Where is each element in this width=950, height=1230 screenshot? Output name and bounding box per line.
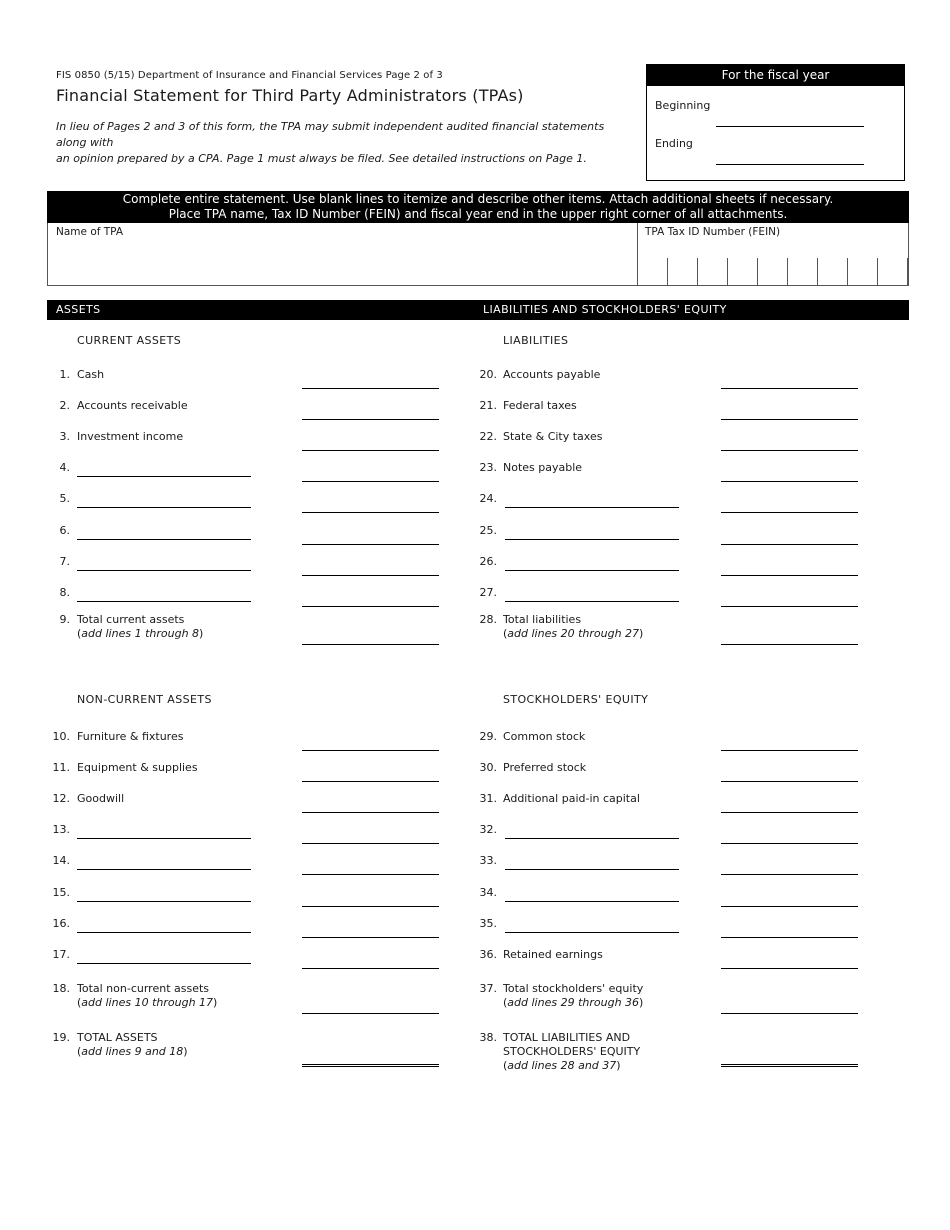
line-label (503, 399, 577, 413)
description-field[interactable] (505, 901, 679, 902)
fein-digit-divider (817, 258, 818, 285)
line-number: 5. (59, 492, 70, 505)
amount-field[interactable] (721, 575, 858, 576)
line-number: 1. (59, 368, 70, 381)
line-label (77, 399, 188, 413)
amount-field[interactable] (721, 644, 858, 645)
fein-label: TPA Tax ID Number (FEIN) (645, 226, 781, 238)
line-label-text: State & City taxes (503, 430, 603, 443)
line-label (503, 948, 603, 962)
description-field[interactable] (77, 869, 251, 870)
line-number: 11. (52, 761, 70, 774)
line-label-text: Notes payable (503, 461, 583, 474)
line-label (503, 982, 643, 1010)
amount-field[interactable] (721, 1013, 858, 1014)
banner-line-1: Complete entire statement. Use blank lines to itemize and describe other items. Attach additional sheets if necessary. (122, 192, 834, 206)
line-label (77, 982, 217, 1010)
liabilities-equity-heading: LIABILITIES AND STOCKHOLDERS' EQUITY (483, 303, 727, 316)
line-number: 38. (479, 1031, 497, 1044)
line-number: 26. (479, 555, 497, 568)
line-label-text: TOTAL ASSETS (77, 1031, 158, 1044)
line-number: 30. (479, 761, 497, 774)
page-title: Financial Statement for Third Party Administrators (TPAs) (56, 86, 524, 105)
tpa-info-box (47, 223, 909, 286)
line-label-text: Furniture & fixtures (77, 730, 184, 743)
description-field[interactable] (77, 507, 251, 508)
line-number: 22. (479, 430, 497, 443)
line-label-text: Accounts payable (503, 368, 601, 381)
fein-digit-divider (697, 258, 698, 285)
line-note: (add lines 1 through 8) (77, 627, 204, 640)
amount-field[interactable] (721, 843, 858, 844)
description-field[interactable] (77, 901, 251, 902)
line-label-text: Common stock (503, 730, 586, 743)
line-label-text: Investment income (77, 430, 184, 443)
description-field[interactable] (77, 963, 251, 964)
fein-digit-divider (877, 258, 878, 285)
line-number: 24. (479, 492, 497, 505)
line-number: 15. (52, 886, 70, 899)
fein-digit-divider (727, 258, 728, 285)
banner-line-2: Place TPA name, Tax ID Number (FEIN) and fiscal year end in the upper right corner of all attachments. (168, 207, 788, 221)
amount-field[interactable] (721, 388, 858, 389)
line-label (77, 1031, 188, 1059)
line-number: 27. (479, 586, 497, 599)
description-field[interactable] (505, 539, 679, 540)
amount-field[interactable] (302, 419, 439, 420)
tpa-divider (637, 223, 638, 285)
amount-field[interactable] (302, 812, 439, 813)
line-label-text: Total liabilities (503, 613, 582, 626)
amount-field[interactable] (302, 606, 439, 607)
amount-field[interactable] (302, 750, 439, 751)
line-number: 8. (59, 586, 70, 599)
fein-digit-divider (667, 258, 668, 285)
line-label-text: TOTAL LIABILITIES AND (503, 1031, 631, 1044)
line-number: 14. (52, 854, 70, 867)
amount-field[interactable] (721, 606, 858, 607)
assets-heading: ASSETS (56, 303, 101, 316)
amount-field[interactable] (302, 1013, 439, 1014)
line-label-text: Equipment & supplies (77, 761, 198, 774)
line-label (77, 368, 104, 382)
amount-field[interactable] (302, 544, 439, 545)
line-note-text: add lines 10 through 17 (81, 996, 214, 1009)
amount-field[interactable] (721, 874, 858, 875)
line-label-text: Retained earnings (503, 948, 603, 961)
line-note: (add lines 29 through 36) (503, 996, 644, 1009)
beginning-field[interactable] (716, 126, 864, 127)
line-label (503, 761, 586, 775)
tpa-name-field[interactable] (56, 245, 626, 281)
line-number: 31. (479, 792, 497, 805)
line-number: 29. (479, 730, 497, 743)
line-number: 36. (479, 948, 497, 961)
amount-field[interactable] (302, 874, 439, 875)
amount-field[interactable] (721, 968, 858, 969)
grand-total-amount-field[interactable] (302, 1064, 439, 1067)
fiscal-year-box (646, 64, 905, 181)
line-number: 17. (52, 948, 70, 961)
line-number: 28. (479, 613, 497, 626)
line-label (77, 792, 124, 806)
amount-field[interactable] (721, 906, 858, 907)
line-number: 9. (59, 613, 70, 626)
amount-field[interactable] (721, 937, 858, 938)
intro-line-1: In lieu of Pages 2 and 3 of this form, the TPA may submit independent audited financial statements along with (56, 120, 605, 149)
line-label-text: Total non-current assets (77, 982, 210, 995)
liabilities-heading: LIABILITIES (503, 334, 569, 347)
intro-text (56, 119, 636, 167)
line-label-text: Total stockholders' equity (503, 982, 644, 995)
line-number: 23. (479, 461, 497, 474)
line-number: 4. (59, 461, 70, 474)
description-field[interactable] (77, 601, 251, 602)
description-field[interactable] (77, 539, 251, 540)
line-number: 10. (52, 730, 70, 743)
amount-field[interactable] (302, 450, 439, 451)
amount-field[interactable] (302, 512, 439, 513)
description-field[interactable] (77, 476, 251, 477)
line-number: 25. (479, 524, 497, 537)
non-current-assets-heading: NON-CURRENT ASSETS (77, 693, 212, 706)
intro-line-2: an opinion prepared by a CPA. Page 1 must always be filed. See detailed instructions on Page 1. (56, 152, 587, 165)
line-number: 33. (479, 854, 497, 867)
amount-field[interactable] (302, 937, 439, 938)
line-note: (add lines 20 through 27) (503, 627, 644, 640)
line-label (503, 730, 585, 744)
amount-field[interactable] (721, 781, 858, 782)
line-label-text-2: STOCKHOLDERS' EQUITY (503, 1045, 641, 1058)
description-field[interactable] (505, 601, 679, 602)
line-label (503, 368, 600, 382)
line-label (503, 430, 602, 444)
description-field[interactable] (505, 869, 679, 870)
amount-field[interactable] (721, 544, 858, 545)
line-number: 35. (479, 917, 497, 930)
line-label-text: Preferred stock (503, 761, 587, 774)
amount-field[interactable] (721, 450, 858, 451)
line-number: 12. (52, 792, 70, 805)
amount-field[interactable] (302, 843, 439, 844)
fein-digit-divider (907, 258, 908, 285)
fein-digit-divider (757, 258, 758, 285)
amount-field[interactable] (302, 644, 439, 645)
current-assets-heading: CURRENT ASSETS (77, 334, 182, 347)
line-label (77, 613, 203, 641)
amount-field[interactable] (721, 750, 858, 751)
description-field[interactable] (77, 932, 251, 933)
line-number: 2. (59, 399, 70, 412)
line-label-text: Accounts receivable (77, 399, 188, 412)
line-label-text: Cash (77, 368, 105, 381)
amount-field[interactable] (721, 419, 858, 420)
line-label-text: Additional paid-in capital (503, 792, 640, 805)
line-number: 20. (479, 368, 497, 381)
line-number: 13. (52, 823, 70, 836)
amount-field[interactable] (302, 781, 439, 782)
line-note: (add lines 9 and 18) (77, 1045, 188, 1058)
line-label-text: Goodwill (77, 792, 125, 805)
line-note-text: add lines 29 through 36 (507, 996, 640, 1009)
line-number: 21. (479, 399, 497, 412)
line-label (503, 613, 643, 641)
line-number: 6. (59, 524, 70, 537)
ending-field[interactable] (716, 164, 864, 165)
beginning-label: Beginning (655, 99, 711, 112)
line-number: 7. (59, 555, 70, 568)
instruction-banner (47, 191, 909, 223)
line-number: 16. (52, 917, 70, 930)
ending-label: Ending (655, 137, 693, 150)
fiscal-year-heading: For the fiscal year (647, 65, 904, 86)
line-label-text: Total current assets (77, 613, 185, 626)
line-label (77, 730, 183, 744)
fein-digit-divider (847, 258, 848, 285)
line-label (77, 761, 198, 775)
line-number: 32. (479, 823, 497, 836)
line-number: 18. (52, 982, 70, 995)
description-field[interactable] (505, 838, 679, 839)
line-label (503, 461, 582, 475)
fein-digit-divider (787, 258, 788, 285)
line-note-text: add lines 20 through 27 (507, 627, 640, 640)
line-label (503, 1031, 640, 1073)
line-number: 3. (59, 430, 70, 443)
line-note: (add lines 10 through 17) (77, 996, 218, 1009)
amount-field[interactable] (302, 388, 439, 389)
description-field[interactable] (505, 507, 679, 508)
description-field[interactable] (77, 570, 251, 571)
description-field[interactable] (77, 838, 251, 839)
line-label-text: Federal taxes (503, 399, 577, 412)
line-number: 37. (479, 982, 497, 995)
amount-field[interactable] (721, 812, 858, 813)
amount-field[interactable] (302, 481, 439, 482)
amount-field[interactable] (721, 512, 858, 513)
amount-field[interactable] (302, 575, 439, 576)
line-note: (add lines 28 and 37) (503, 1059, 621, 1072)
line-note-text: add lines 1 through 8 (81, 627, 200, 640)
line-note-text: add lines 28 and 37 (507, 1059, 617, 1072)
amount-field[interactable] (302, 968, 439, 969)
description-field[interactable] (505, 932, 679, 933)
grand-total-amount-field[interactable] (721, 1064, 858, 1067)
line-number: 19. (52, 1031, 70, 1044)
form-id: FIS 0850 (5/15) Department of Insurance and Financial Services Page 2 of 3 (56, 70, 443, 81)
amount-field[interactable] (721, 481, 858, 482)
line-label (77, 430, 183, 444)
description-field[interactable] (505, 570, 679, 571)
amount-field[interactable] (302, 906, 439, 907)
line-note-text: add lines 9 and 18 (81, 1045, 184, 1058)
section-header-bar (47, 300, 909, 320)
line-label (503, 792, 640, 806)
stockholders-equity-heading: STOCKHOLDERS' EQUITY (503, 693, 649, 706)
tpa-name-label: Name of TPA (56, 226, 124, 238)
line-number: 34. (479, 886, 497, 899)
